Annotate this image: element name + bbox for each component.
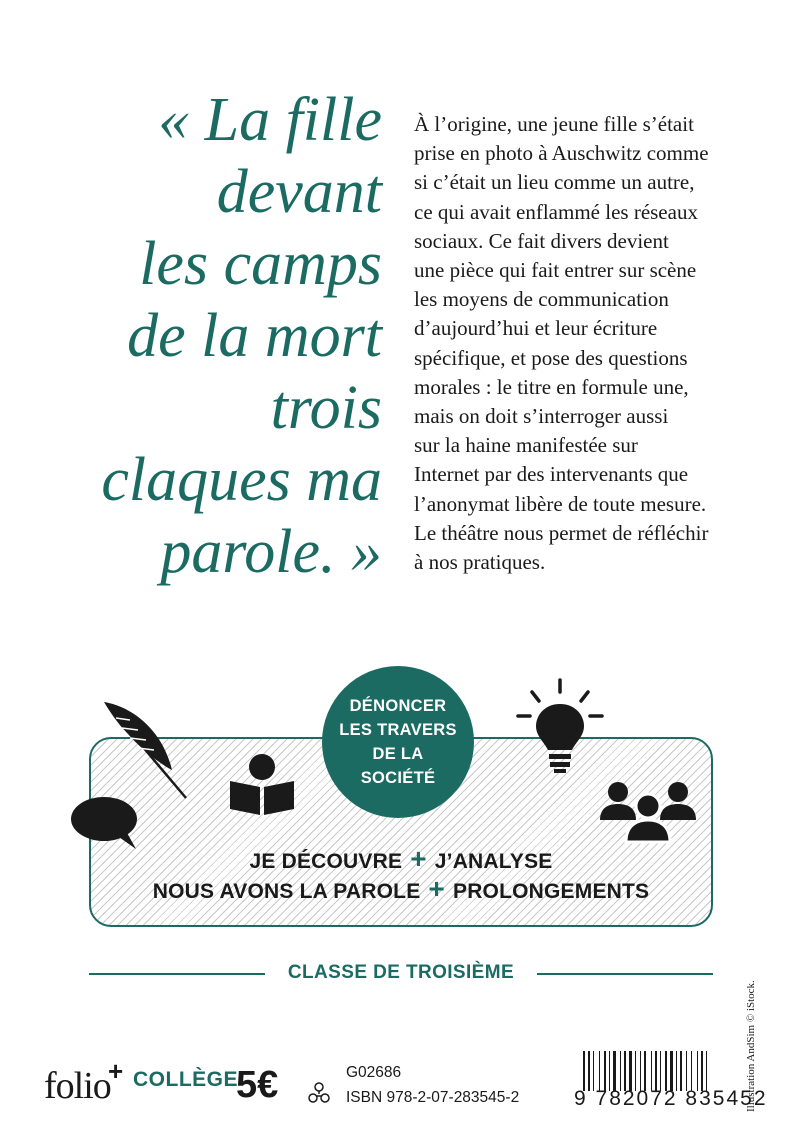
divider-right (537, 973, 713, 975)
pull-quote (101, 84, 382, 588)
barcode-bar (686, 1051, 687, 1091)
barcode-bar (620, 1051, 621, 1091)
summary-line: prise en photo à Auschwitz comme (414, 141, 709, 166)
plus-icon: + (410, 843, 427, 874)
brand-plus: + (108, 1056, 124, 1086)
school-level: CLASSE DE TROISIÈME (287, 962, 515, 983)
price: 5€ (236, 1064, 279, 1106)
barcode-bar (676, 1051, 677, 1091)
barcode-bar (593, 1051, 594, 1091)
barcode-bar (640, 1051, 641, 1091)
barcode-bar (697, 1051, 698, 1091)
quote-line: claques ma (101, 446, 382, 514)
summary-line: morales : le titre en formule une, (414, 374, 689, 399)
illustration-credit: Illustration AndSim © iStock. (745, 980, 757, 1112)
quote-line: parole. » (160, 518, 382, 586)
barcode-bar (655, 1051, 657, 1091)
barcode (583, 1051, 735, 1091)
barcode-bar (651, 1051, 652, 1091)
summary-line: si c’était un lieu comme un autre, (414, 170, 695, 195)
barcode-bar (701, 1051, 703, 1091)
group-icon (596, 776, 700, 844)
summary-line: les moyens de communication (414, 287, 669, 312)
summary-text (414, 110, 774, 577)
reader-icon (226, 753, 298, 817)
summary-line: mais on doit s’interroger aussi (414, 404, 669, 429)
summary-line: sociaux. Ce fait divers devient (414, 228, 669, 253)
theme-line: SOCIÉTÉ (360, 769, 436, 787)
section-discover: JE DÉCOUVRE (249, 850, 403, 873)
theme-badge (322, 666, 474, 818)
barcode-bar (604, 1051, 606, 1091)
sections-row-2 (89, 873, 713, 905)
barcode-bar (665, 1051, 667, 1091)
collection-name: COLLÈGE (133, 1068, 239, 1091)
quote-line: de la mort (127, 302, 382, 370)
summary-line: à nos pratiques. (414, 550, 546, 575)
summary-line: une pièce qui fait entrer sur scène (414, 258, 697, 283)
quote-line: trois (270, 374, 382, 442)
barcode-bar (706, 1051, 707, 1091)
summary-line: spécifique, et pose des questions (414, 345, 688, 370)
quote-line: les camps (139, 230, 382, 298)
barcode-bar (588, 1051, 590, 1091)
plus-icon: + (428, 873, 445, 904)
summary-line: l’anonymat libère de toute mesure. (414, 491, 707, 516)
summary-line: À l’origine, une jeune fille s’était (414, 112, 694, 136)
summary-line: Le théâtre nous permet de réfléchir (414, 520, 709, 545)
isbn: ISBN 978-2-07-283545-2 (346, 1089, 520, 1106)
section-extensions: PROLONGEMENTS (452, 880, 650, 903)
theme-line: LES TRAVERS (339, 721, 457, 739)
barcode-bar (609, 1051, 610, 1091)
ean-number: 9 782072 835452 (574, 1087, 768, 1110)
summary-line: d’aujourd’hui et leur écriture (414, 316, 658, 341)
quill-icon (100, 698, 196, 802)
barcode-bar (644, 1051, 646, 1091)
lightbulb-icon (512, 676, 608, 776)
quote-line: « La fille (158, 86, 382, 154)
barcode-bar (635, 1051, 636, 1091)
summary-line: sur la haine manifestée sur (414, 433, 638, 458)
barcode-bar (583, 1051, 585, 1091)
barcode-bar (629, 1051, 632, 1091)
divider-left (89, 973, 265, 975)
barcode-bar (680, 1051, 682, 1091)
section-speak: NOUS AVONS LA PAROLE (152, 880, 421, 903)
product-code: G02686 (346, 1064, 402, 1081)
barcode-bar (613, 1051, 616, 1091)
barcode-bar (624, 1051, 626, 1091)
barcode-bar (691, 1051, 692, 1091)
barcode-bar (599, 1051, 600, 1091)
sections-row-1 (89, 843, 713, 875)
barcode-bar (670, 1051, 673, 1091)
quote-line: devant (216, 158, 382, 226)
section-analyse: J’ANALYSE (434, 850, 553, 873)
theme-line: DE LA (372, 745, 424, 763)
brand-logo: folio (44, 1065, 111, 1107)
summary-line: Internet par des intervenants que (414, 462, 689, 487)
barcode-bar (660, 1051, 661, 1091)
theme-line: DÉNONCER (349, 697, 447, 715)
publisher-mark-icon (306, 1080, 332, 1106)
summary-line: ce qui avait enflammé les réseaux (414, 199, 698, 224)
